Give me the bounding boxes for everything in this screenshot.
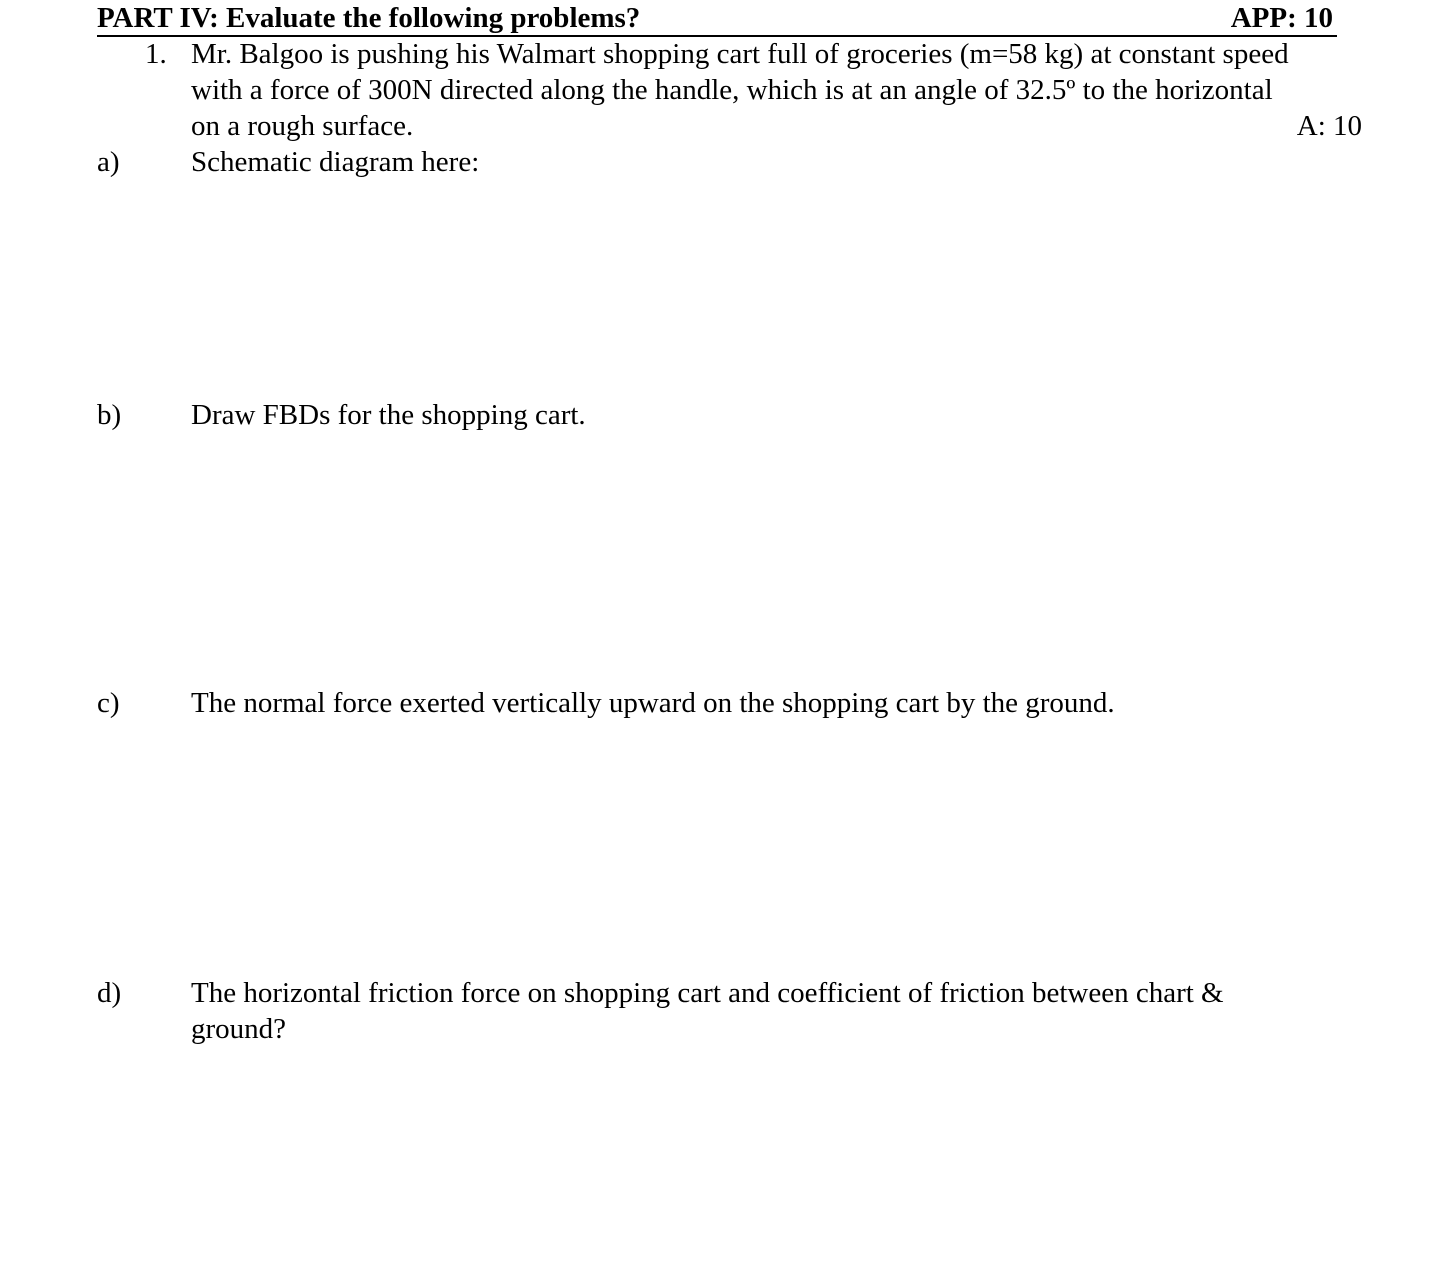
question-marks: A: 10 xyxy=(1296,110,1362,142)
part-text-line-1: The horizontal friction force on shopping cart and coefficient of friction between chart & xyxy=(191,977,1224,1009)
part-text: Schematic diagram here: xyxy=(191,146,480,178)
section-header xyxy=(97,1,1337,37)
part-text: Draw FBDs for the shopping cart. xyxy=(191,399,586,431)
question-text-line-2: with a force of 300N directed along the handle, which is at an angle of 32.5º to the horizontal xyxy=(191,74,1273,106)
part-label: c) xyxy=(97,687,120,719)
part-label: d) xyxy=(97,977,122,1009)
question-number: 1. xyxy=(145,38,167,70)
part-text: The normal force exerted vertically upward on the shopping cart by the ground. xyxy=(191,687,1115,719)
question-text-line-1: Mr. Balgoo is pushing his Walmart shopping cart full of groceries (m=58 kg) at constant speed xyxy=(191,38,1289,70)
question-text-line-3: on a rough surface. xyxy=(191,110,414,142)
section-marks: APP: 10 xyxy=(1230,2,1333,34)
part-label: a) xyxy=(97,146,120,178)
section-title: PART IV: Evaluate the following problems? xyxy=(97,2,641,34)
part-label: b) xyxy=(97,399,122,431)
part-text-line-2: ground? xyxy=(191,1013,287,1045)
